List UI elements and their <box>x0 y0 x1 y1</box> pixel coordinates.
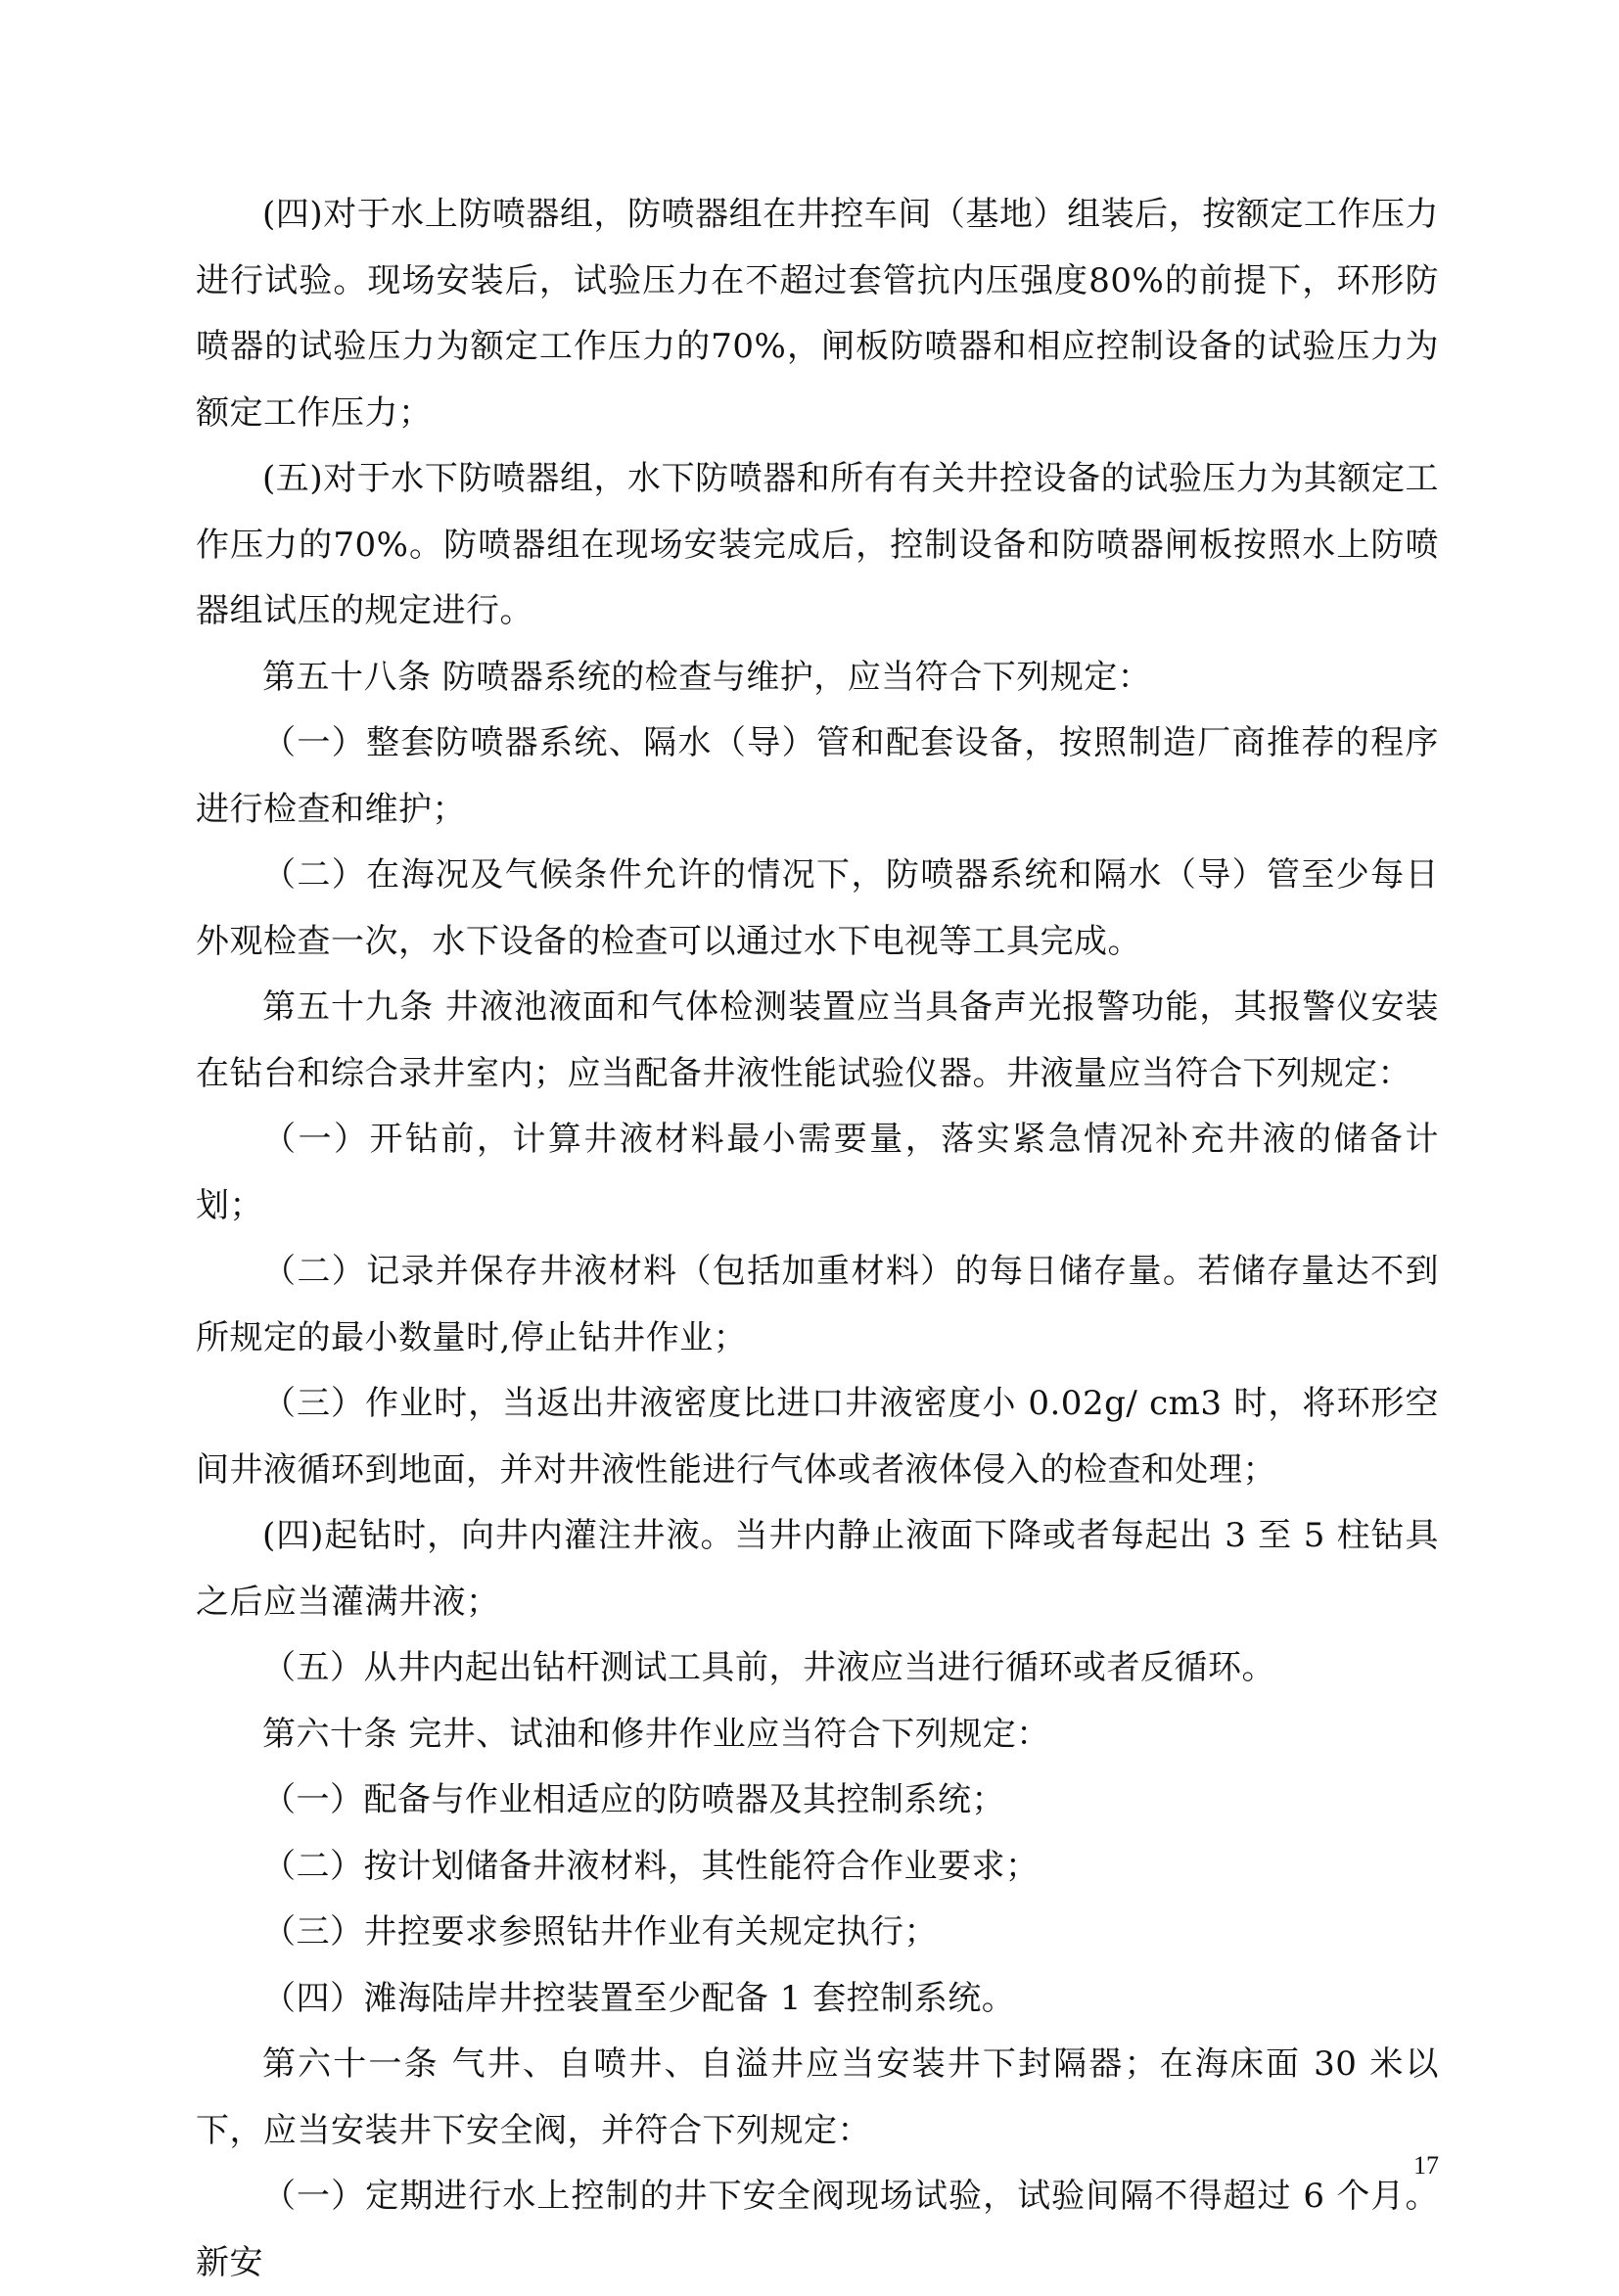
page-number: 17 <box>1413 2151 1439 2180</box>
article-61-item-1: （一）定期进行水上控制的井下安全阀现场试验，试验间隔不得超过 6 个月。新安 <box>196 2177 1439 2282</box>
paragraph-blowout-preventer-subsea-test: (五)对于水下防喷器组，水下防喷器和所有有关井控设备的试验压力为其额定工作压力的70%。防喷器组在现场安装完成后，控制设备和防喷器闸板按照水上防喷器组试压的规定进行。 <box>196 459 1439 630</box>
article-59-item-1: （一）开钻前，计算井液材料最小需要量，落实紧急情况补充井液的储备计划； <box>196 1120 1439 1225</box>
article-60-item-1: （一）配备与作业相适应的防喷器及其控制系统； <box>262 1780 1005 1819</box>
article-61-heading: 第六十一条 气井、自喷井、自溢井应当安装井下封隔器；在海床面 30 米以下，应当安装井下安全阀，并符合下列规定： <box>196 2044 1439 2150</box>
article-60-item-2: （二）按计划储备井液材料，其性能符合作业要求； <box>262 1846 1040 1886</box>
article-59-item-5: （五）从井内起出钻杆测试工具前，井液应当进行循环或者反循环。 <box>262 1648 1275 1687</box>
article-59-item-2: （二）记录并保存井液材料（包括加重材料）的每日储存量。若储存量达不到所规定的最小数量时,停止钻井作业； <box>196 1252 1439 1357</box>
article-59-item-3: （三）作业时，当返出井液密度比进口井液密度小 0.02g/ cm3 时，将环形空间井液循环到地面，并对井液性能进行气体或者液体侵入的检查和处理； <box>196 1384 1439 1490</box>
article-60-heading: 第六十条 完井、试油和修井作业应当符合下列规定： <box>262 1714 1050 1754</box>
article-60-item-4: （四）滩海陆岸井控装置至少配备 1 套控制系统。 <box>262 1978 1016 2018</box>
article-59-heading: 第五十九条 井液池液面和气体检测装置应当具备声光报警功能，其报警仪安装在钻台和综合录井室内；应当配备井液性能试验仪器。井液量应当符合下列规定： <box>196 987 1439 1093</box>
paragraph-blowout-preventer-surface-test: (四)对于水上防喷器组，防喷器组在井控车间（基地）组装后，按额定工作压力进行试验。现场安装后，试验压力在不超过套管抗内压强度80%的前提下，环形防喷器的试验压力为额定工作压力的70%，闸板防喷器和相应控制设备的试验压力为额定工作压力； <box>196 195 1439 433</box>
article-60-item-3: （三）井控要求参照钻井作业有关规定执行； <box>262 1912 938 1952</box>
article-59-item-4: (四)起钻时，向井内灌注井液。当井内静止液面下降或者每起出 3 至 5 柱钻具之后应当灌满井液； <box>196 1516 1439 1622</box>
article-58-item-2: （二）在海况及气候条件允许的情况下，防喷器系统和隔水（导）管至少每日外观检查一次，水下设备的检查可以通过水下电视等工具完成。 <box>196 855 1439 961</box>
article-58-item-1: （一）整套防喷器系统、隔水（导）管和配套设备，按照制造厂商推荐的程序进行检查和维护； <box>196 723 1439 829</box>
article-58-heading: 第五十八条 防喷器系统的检查与维护，应当符合下列规定： <box>262 657 1152 697</box>
document-body <box>196 182 1439 2296</box>
